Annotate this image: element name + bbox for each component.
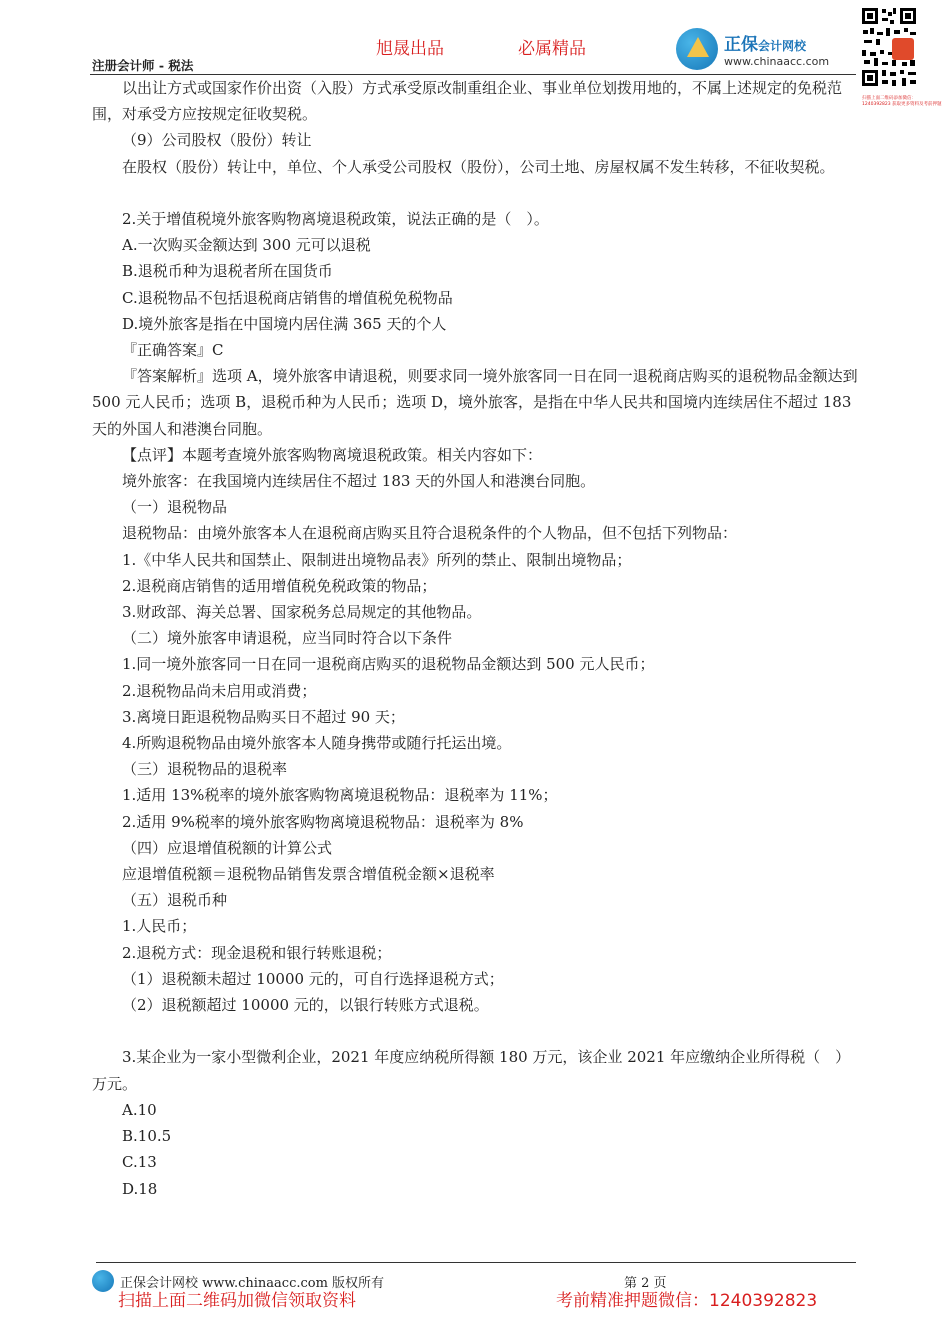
- course-title: 注册会计师 - 税法: [92, 58, 194, 73]
- paragraph: 3.某企业为一家小型微利企业，2021 年度应纳税所得额 180 万元，该企业 2021 年应缴纳企业所得税（ ）万元。: [92, 1048, 851, 1093]
- brand-name-main: 正保: [724, 35, 758, 55]
- paragraph: A.一次购买金额达到 300 元可以退税: [122, 236, 371, 255]
- paragraph: 4.所购退税物品由境外旅客本人随身携带或随行托运出境。: [122, 734, 512, 753]
- paragraph: 【点评】本题考查境外旅客购物离境退税政策。相关内容如下：: [122, 445, 543, 464]
- paragraph: 2.适用 9%税率的境外旅客购物离境退税物品：退税率为 8%: [122, 812, 524, 831]
- paragraph-gap: [92, 1018, 860, 1044]
- paragraph: C.退税物品不包括退税商店销售的增值税免税物品: [122, 288, 453, 307]
- paragraph: 1.《中华人民共和国禁止、限制进出境物品表》所列的禁止、限制出境物品；: [122, 550, 632, 569]
- paragraph: 1.人民币；: [122, 917, 197, 936]
- paragraph: 以出让方式或国家作价出资（入股）方式承受原改制重组企业、事业单位划拨用地的，不属上述规定的免税范围，对承受方应按规定征收契税。: [92, 79, 843, 124]
- paragraph: 2.关于增值税境外旅客购物离境退税政策，说法正确的是（ ）。: [122, 210, 549, 228]
- paragraph: 2.退税物品尚未启用或消费；: [122, 681, 317, 700]
- slogan-left: 旭晟出品: [376, 39, 444, 59]
- qr-badge-icon: [892, 38, 914, 60]
- paragraph: 『正确答案』C: [122, 341, 224, 360]
- brand-logo-icon: [676, 28, 718, 70]
- paragraph: 应退增值税额＝退税物品销售发票含增值税金额×退税率: [122, 865, 495, 884]
- paragraph: （三）退税物品的退税率: [122, 760, 288, 779]
- page-number: 第 2 页: [624, 1276, 667, 1291]
- brand-logo: [676, 24, 862, 74]
- paragraph: 在股权（股份）转让中，单位、个人承受公司股权（股份），公司土地、房屋权属不发生转移，不征收契税。: [122, 157, 835, 176]
- paragraph: （五）退税币种: [122, 891, 228, 910]
- paragraph: D.18: [122, 1179, 158, 1198]
- paragraph: 3.离境日距退税物品购买日不超过 90 天；: [122, 707, 405, 726]
- footer-copyright: 正保会计网校 www.chinaacc.com 版权所有: [120, 1276, 385, 1291]
- paragraph: B.退税币种为退税者所在国货币: [122, 262, 333, 281]
- paragraph: 2.退税商店销售的适用增值税免税政策的物品；: [122, 576, 437, 595]
- paragraph: A.10: [122, 1100, 157, 1119]
- paragraph: 『答案解析』选项 A，境外旅客申请退税，则要求同一境外旅客同一日在同一退税商店购买的退税物品金额达到 500 元人民币；选项 B，退税币种为人民币；选项 D，境外旅客，是指在中华人民共和国境内连续居住不超过 183 天的外国人和港澳台同胞。: [92, 367, 858, 438]
- slogan-right: 必属精品: [518, 39, 586, 59]
- footer-promo-left: 扫描上面二维码加微信领取资料: [118, 1291, 356, 1311]
- paragraph-gap: [92, 180, 860, 206]
- brand-name-sub: 会计网校: [758, 39, 807, 53]
- brand-url: www.chinaacc.com: [724, 55, 830, 68]
- qr-caption: 扫描上面二维码添加微信：1240392823 获取更多资料及考前押题: [862, 96, 942, 107]
- paragraph: 1.适用 13%税率的境外旅客购物离境退税物品：退税率为 11%；: [122, 786, 558, 805]
- paragraph: D.境外旅客是指在中国境内居住满 365 天的个人: [122, 314, 447, 333]
- paragraph: B.10.5: [122, 1127, 172, 1146]
- footer-divider: [96, 1262, 856, 1263]
- footer-promo-right: 考前精准押题微信：1240392823: [556, 1291, 818, 1311]
- brand-name: [724, 30, 829, 55]
- paragraph: （四）应退增值税额的计算公式: [122, 838, 333, 857]
- document-body: [92, 75, 860, 1202]
- paragraph: （2）退税额超过 10000 元的，以银行转账方式退税。: [122, 996, 489, 1015]
- paragraph: 2.退税方式：现金退税和银行转账退税；: [122, 943, 392, 962]
- paragraph: 3.财政部、海关总署、国家税务总局规定的其他物品。: [122, 603, 482, 622]
- paragraph: 1.同一境外旅客同一日在同一退税商店购买的退税物品金额达到 500 元人民币；: [122, 655, 655, 674]
- footer-logo-icon: [92, 1270, 114, 1292]
- paragraph: （二）境外旅客申请退税，应当同时符合以下条件: [122, 629, 453, 648]
- header-slogan: [376, 34, 586, 59]
- paragraph: （1）退税额未超过 10000 元的，可自行选择退税方式；: [122, 969, 504, 988]
- paragraph: C.13: [122, 1153, 157, 1172]
- paragraph: （9）公司股权（股份）转让: [122, 131, 312, 150]
- paragraph: 退税物品：由境外旅客本人在退税商店购买且符合退税条件的个人物品，但不包括下列物品：: [122, 524, 738, 543]
- paragraph: 境外旅客：在我国境内连续居住不超过 183 天的外国人和港澳台同胞。: [122, 472, 596, 491]
- paragraph: （一）退税物品: [122, 498, 228, 517]
